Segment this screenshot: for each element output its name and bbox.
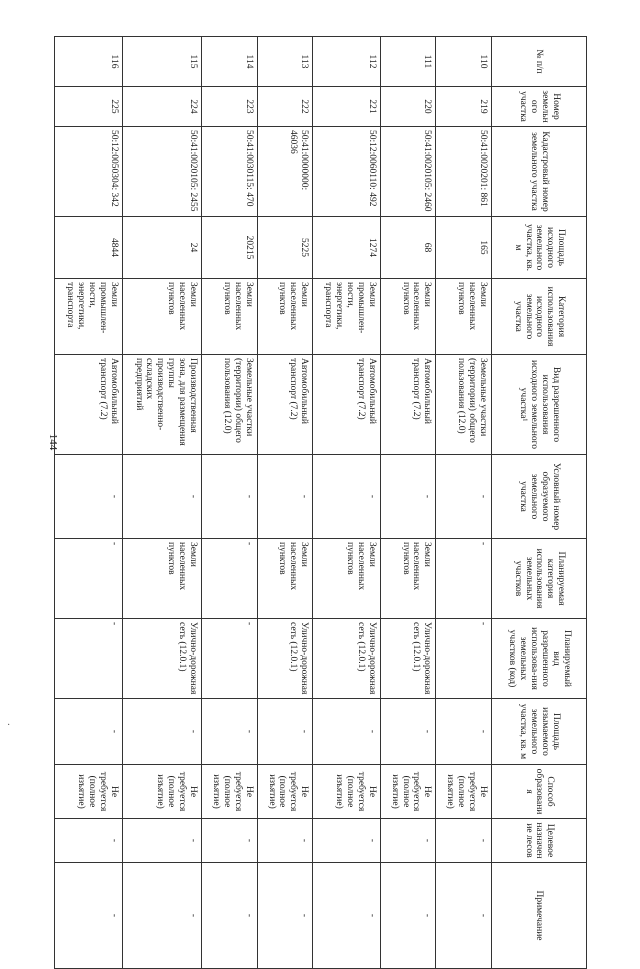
page-number: 144 [47, 433, 59, 451]
header-col-formation-method: Способ образования [492, 765, 587, 819]
registry-table-rotated [54, 36, 587, 941]
header-col-forest-purpose: Целевое назначение лесов [492, 819, 587, 863]
cell-col-note: - [380, 863, 436, 969]
cell-col-source-category: Земли населенных пунктов [436, 279, 492, 355]
cell-col-plot-number: 219 [436, 87, 492, 127]
cell-col-conditional-number: - [436, 455, 492, 539]
cell-col-source-area: 1274 [313, 217, 381, 279]
cell-col-formation-method: Не требуется (полное изъятие) [122, 765, 202, 819]
cell-col-forest-purpose: - [436, 819, 492, 863]
cell-col-cadastral-number: 50:12:0060110: 492 [313, 127, 381, 217]
cell-col-planned-category: - [55, 539, 123, 619]
cell-col-source-area: 165 [436, 217, 492, 279]
table-row [122, 37, 202, 969]
cell-col-plot-number: 221 [313, 87, 381, 127]
cell-col-note: - [313, 863, 381, 969]
cell-col-source-permitted-use: Земельные участки (территории) общего пользования (12.0) [436, 355, 492, 455]
cell-col-conditional-number: - [313, 455, 381, 539]
header-col-note: Примечание [492, 863, 587, 969]
cell-col-formation-method: Не требуется (полное изъятие) [313, 765, 381, 819]
cell-col-forest-purpose: - [313, 819, 381, 863]
cell-col-seized-area: - [436, 699, 492, 765]
cell-col-forest-purpose: - [257, 819, 313, 863]
cell-col-note: - [122, 863, 202, 969]
cell-col-source-area: 24 [122, 217, 202, 279]
table-row [313, 37, 381, 969]
cell-col-source-area: 20215 [202, 217, 258, 279]
cell-col-conditional-number: - [55, 455, 123, 539]
cell-col-number: 113 [257, 37, 313, 87]
cell-col-plot-number: 223 [202, 87, 258, 127]
cell-col-forest-purpose: - [202, 819, 258, 863]
cell-col-source-area: 5225 [257, 217, 313, 279]
cell-col-source-category: Земли промышлен-ности, энергетики, транспорта [313, 279, 381, 355]
cell-col-plot-number: 222 [257, 87, 313, 127]
cell-col-planned-use: - [436, 619, 492, 699]
cell-col-seized-area: - [202, 699, 258, 765]
cell-col-conditional-number: - [202, 455, 258, 539]
cell-col-seized-area: - [55, 699, 123, 765]
scan-mark: · [7, 720, 11, 731]
cell-col-formation-method: Не требуется (полное изъятие) [436, 765, 492, 819]
cell-col-seized-area: - [257, 699, 313, 765]
cell-col-source-category: Земли населенных пунктов [202, 279, 258, 355]
cell-col-planned-use: Улично-дорожная сеть (12.0.1) [313, 619, 381, 699]
cell-col-planned-use: - [55, 619, 123, 699]
cell-col-seized-area: - [313, 699, 381, 765]
cell-col-cadastral-number: 50:41:0000000: 46036 [257, 127, 313, 217]
header-col-cadastral-number: Кадастровый номер земельного участка [492, 127, 587, 217]
cell-col-note: - [257, 863, 313, 969]
table-header-row [492, 37, 587, 969]
cell-col-plot-number: 224 [122, 87, 202, 127]
cell-col-cadastral-number: 50:12:0050304: 342 [55, 127, 123, 217]
header-col-conditional-number: Условный номер образуемого земельного участка [492, 455, 587, 539]
header-col-number: № п/п [492, 37, 587, 87]
cell-col-number: 114 [202, 37, 258, 87]
cell-col-note: - [55, 863, 123, 969]
land-plot-registry-table [54, 36, 587, 969]
header-col-source-area: Площадь исходного земельного участка, кв. м [492, 217, 587, 279]
cell-col-planned-category: - [202, 539, 258, 619]
cell-col-formation-method: Не требуется (полное изъятие) [202, 765, 258, 819]
cell-col-plot-number: 225 [55, 87, 123, 127]
table-row [202, 37, 258, 969]
cell-col-source-permitted-use: Земельные участки (территории) общего пользования (12.0) [202, 355, 258, 455]
cell-col-planned-category: Земли населенных пунктов [122, 539, 202, 619]
cell-col-planned-category: Земли населенных пунктов [313, 539, 381, 619]
cell-col-planned-category: - [436, 539, 492, 619]
cell-col-plot-number: 220 [380, 87, 436, 127]
cell-col-formation-method: Не требуется (полное изъятие) [257, 765, 313, 819]
header-col-plot-number: Номер земельного участка [492, 87, 587, 127]
cell-col-planned-category: Земли населенных пунктов [257, 539, 313, 619]
header-col-source-category: Категория использования исходного земельного участка [492, 279, 587, 355]
cell-col-number: 115 [122, 37, 202, 87]
cell-col-number: 116 [55, 37, 123, 87]
cell-col-source-category: Земли населенных пунктов [122, 279, 202, 355]
cell-col-planned-use: Улично-дорожная сеть (12.0.1) [122, 619, 202, 699]
cell-col-conditional-number: - [380, 455, 436, 539]
cell-col-note: - [436, 863, 492, 969]
cell-col-forest-purpose: - [122, 819, 202, 863]
cell-col-source-area: 68 [380, 217, 436, 279]
cell-col-number: 111 [380, 37, 436, 87]
cell-col-source-permitted-use: Автомобильный транспорт (7.2) [257, 355, 313, 455]
cell-col-seized-area: - [122, 699, 202, 765]
cell-col-source-permitted-use: Автомобильный транспорт (7.2) [380, 355, 436, 455]
cell-col-number: 112 [313, 37, 381, 87]
cell-col-seized-area: - [380, 699, 436, 765]
cell-col-number: 110 [436, 37, 492, 87]
cell-col-conditional-number: - [122, 455, 202, 539]
cell-col-planned-use: Улично-дорожная сеть (12.0.1) [380, 619, 436, 699]
cell-col-conditional-number: - [257, 455, 313, 539]
table-row [257, 37, 313, 969]
table-row [55, 37, 123, 969]
cell-col-source-permitted-use: Автомобильный транспорт (7.2) [313, 355, 381, 455]
cell-col-source-category: Земли промышлен-ности, энергетики, транспорта [55, 279, 123, 355]
cell-col-source-permitted-use: Автомобильный транспорт (7.2) [55, 355, 123, 455]
cell-col-forest-purpose: - [380, 819, 436, 863]
cell-col-forest-purpose: - [55, 819, 123, 863]
header-col-planned-category: Планируемая категория использования земельных участков [492, 539, 587, 619]
cell-col-source-category: Земли населенных пунктов [380, 279, 436, 355]
cell-col-planned-use: - [202, 619, 258, 699]
table-row [436, 37, 492, 969]
cell-col-planned-use: Улично-дорожная сеть (12.0.1) [257, 619, 313, 699]
header-col-planned-use: Планируемый вид разрешенного использова-ния земельных участков (код) [492, 619, 587, 699]
cell-col-source-category: Земли населенных пунктов [257, 279, 313, 355]
cell-col-cadastral-number: 50:41:0020105: 2460 [380, 127, 436, 217]
cell-col-source-area: 4844 [55, 217, 123, 279]
header-col-source-permitted-use: Вид разрешенного использования исходного земельного участка¹ [492, 355, 587, 455]
cell-col-note: - [202, 863, 258, 969]
cell-col-cadastral-number: 50:41:0020201: 861 [436, 127, 492, 217]
cell-col-cadastral-number: 50:41:0020105: 2455 [122, 127, 202, 217]
cell-col-source-permitted-use: Производственная зона, для размещения группы производственно-складских предприятий [122, 355, 202, 455]
table-row [380, 37, 436, 969]
cell-col-formation-method: Не требуется (полное изъятие) [380, 765, 436, 819]
cell-col-formation-method: Не требуется (полное изъятие) [55, 765, 123, 819]
table-body [55, 37, 492, 969]
header-col-seized-area: Площадь изымаемого земельного участка, кв. м [492, 699, 587, 765]
cell-col-cadastral-number: 50:41:0030115: 470 [202, 127, 258, 217]
cell-col-planned-category: Земли населенных пунктов [380, 539, 436, 619]
